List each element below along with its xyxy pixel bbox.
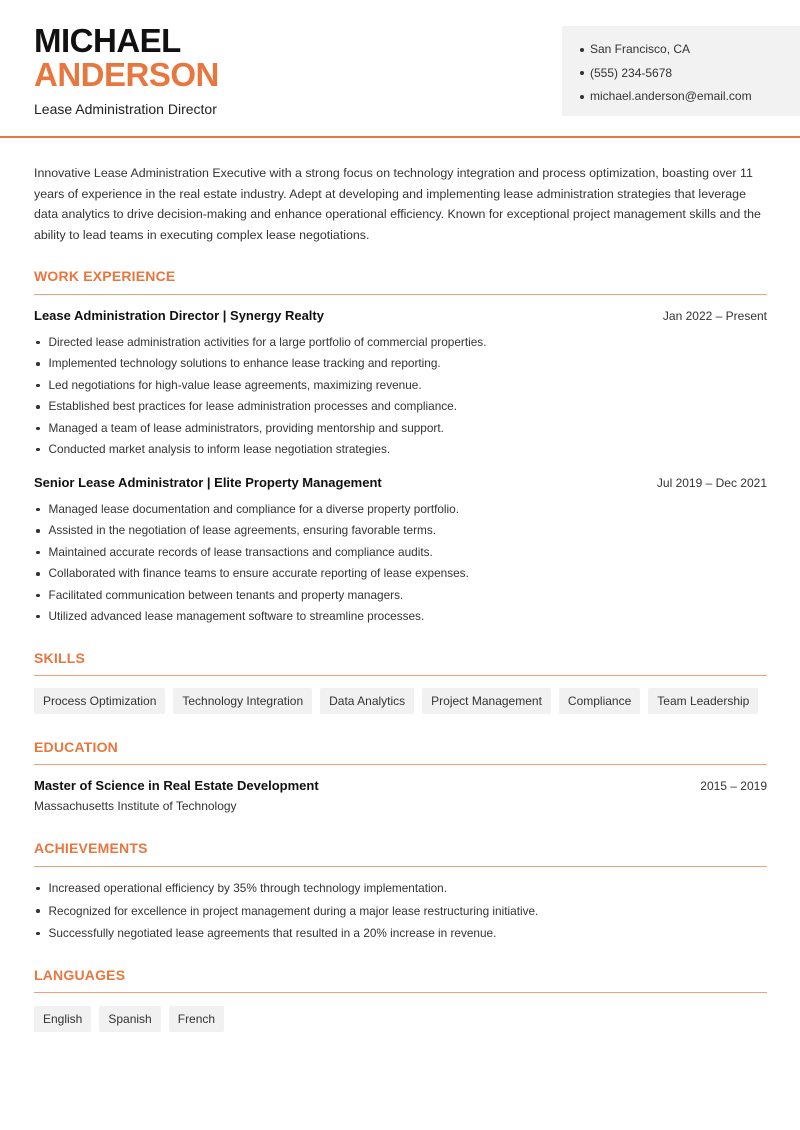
list-item	[34, 542, 767, 563]
contact-phone	[580, 62, 800, 86]
education-dates: 2015 – 2019	[700, 778, 767, 793]
list-item	[34, 353, 767, 374]
bullet-text: Maintained accurate records of lease transactions and compliance audits.	[48, 544, 433, 559]
section-divider	[34, 866, 767, 867]
bullet-text: Successfully negotiated lease agreements that resulted in a 20% increase in revenue.	[48, 926, 497, 940]
list-item	[34, 606, 767, 627]
bullet-text: Managed a team of lease administrators, providing mentorship and support.	[48, 420, 444, 435]
bullet-icon	[36, 551, 40, 555]
bullet-icon	[36, 448, 40, 452]
bullet-icon	[580, 71, 584, 75]
bullet-text: Increased operational efficiency by 35% through technology implementation.	[48, 881, 448, 895]
skill-tag: Technology Integration	[173, 688, 312, 714]
section-divider	[34, 992, 767, 993]
list-item	[34, 332, 767, 353]
section-divider	[34, 764, 767, 765]
list-item	[34, 439, 767, 460]
contact-email	[580, 85, 800, 109]
contact-location-text: San Francisco, CA	[590, 42, 691, 56]
job-bullets	[34, 499, 767, 627]
bullet-text: Led negotiations for high-value lease agreements, maximizing revenue.	[48, 377, 422, 392]
bullet-icon	[36, 932, 40, 936]
bullet-icon	[580, 95, 584, 99]
bullet-icon	[580, 48, 584, 52]
bullet-text: Utilized advanced lease management software to streamline processes.	[48, 609, 425, 624]
list-item	[34, 900, 767, 923]
bullet-text: Implemented technology solutions to enhance lease tracking and reporting.	[48, 356, 441, 371]
job-dates: Jul 2019 – Dec 2021	[656, 475, 767, 490]
bullet-text: Collaborated with finance teams to ensure accurate reporting of lease expenses.	[48, 566, 469, 581]
resume-header	[0, 0, 800, 138]
skill-tag: Process Optimization	[34, 688, 165, 714]
list-item	[34, 375, 767, 396]
bullet-icon	[36, 572, 40, 576]
section-title-work: WORK EXPERIENCE	[34, 268, 176, 284]
contact-location	[580, 38, 800, 62]
education-header	[34, 778, 767, 793]
list-item	[34, 563, 767, 584]
list-item	[34, 877, 767, 900]
bullet-icon	[36, 887, 40, 891]
section-title-skills: SKILLS	[34, 650, 85, 666]
language-tag: French	[169, 1006, 224, 1032]
bullet-text: Recognized for excellence in project management during a major lease restructuring initiative.	[48, 903, 539, 918]
job-role: Lease Administration Director | Synergy Realty	[34, 308, 324, 323]
job-header	[34, 475, 767, 490]
skill-tag: Compliance	[559, 688, 640, 714]
contact-box	[562, 26, 800, 116]
list-item	[34, 520, 767, 541]
skill-tag: Project Management	[422, 688, 551, 714]
bullet-icon	[36, 405, 40, 409]
job-header	[34, 308, 767, 323]
professional-summary: Innovative Lease Administration Executive with a strong focus on technology integration and process optimization, boasting over 11 years of experience in the real estate industry. Adept at developing and implementing lease administration strategies that leverage data analytics to drive decision-making and enhance operational efficiency. Known for exceptional project management skills and the ability to lead teams in executing complex lease negotiations.	[34, 166, 761, 243]
achievements-list	[34, 877, 767, 945]
section-title-languages: LANGUAGES	[34, 967, 126, 983]
bullet-icon	[36, 594, 40, 598]
bullet-icon	[36, 508, 40, 512]
first-name: MICHAEL	[34, 22, 181, 59]
bullet-icon	[36, 529, 40, 533]
list-item	[34, 499, 767, 520]
section-divider	[34, 675, 767, 676]
bullet-text: Conducted market analysis to inform lease negotiation strategies.	[48, 442, 391, 457]
bullet-text: Directed lease administration activities for a large portfolio of commercial properties.	[48, 335, 487, 349]
language-tag: Spanish	[99, 1006, 160, 1032]
list-item	[34, 585, 767, 606]
skills-tags	[34, 688, 758, 714]
job-dates: Jan 2022 – Present	[662, 308, 767, 323]
bullet-icon	[36, 909, 40, 913]
contact-phone-text: (555) 234-5678	[590, 65, 673, 80]
list-item	[34, 418, 767, 439]
bullet-icon	[36, 362, 40, 366]
job-bullets	[34, 332, 767, 460]
job-role: Senior Lease Administrator | Elite Property Management	[34, 475, 382, 490]
last-name: ANDERSON	[34, 56, 219, 93]
bullet-icon	[36, 615, 40, 619]
skill-tag: Data Analytics	[320, 688, 414, 714]
bullet-icon	[36, 384, 40, 388]
skill-tag: Team Leadership	[648, 688, 758, 714]
job-title: Lease Administration Director	[34, 101, 217, 117]
bullet-icon	[36, 427, 40, 431]
bullet-text: Assisted in the negotiation of lease agreements, ensuring favorable terms.	[48, 523, 437, 538]
bullet-icon	[36, 341, 40, 345]
bullet-text: Established best practices for lease administration processes and compliance.	[48, 399, 458, 414]
bullet-text: Managed lease documentation and compliance for a diverse property portfolio.	[48, 502, 460, 516]
education-school: Massachusetts Institute of Technology	[34, 799, 237, 813]
list-item	[34, 396, 767, 417]
list-item	[34, 922, 767, 945]
section-divider	[34, 294, 767, 295]
education-degree: Master of Science in Real Estate Development	[34, 778, 319, 793]
language-tags	[34, 1006, 224, 1032]
section-title-achievements: ACHIEVEMENTS	[34, 840, 148, 856]
bullet-text: Facilitated communication between tenants and property managers.	[48, 587, 404, 602]
contact-email-text: michael.anderson@email.com	[590, 89, 752, 103]
section-title-education: EDUCATION	[34, 739, 118, 755]
language-tag: English	[34, 1006, 91, 1032]
